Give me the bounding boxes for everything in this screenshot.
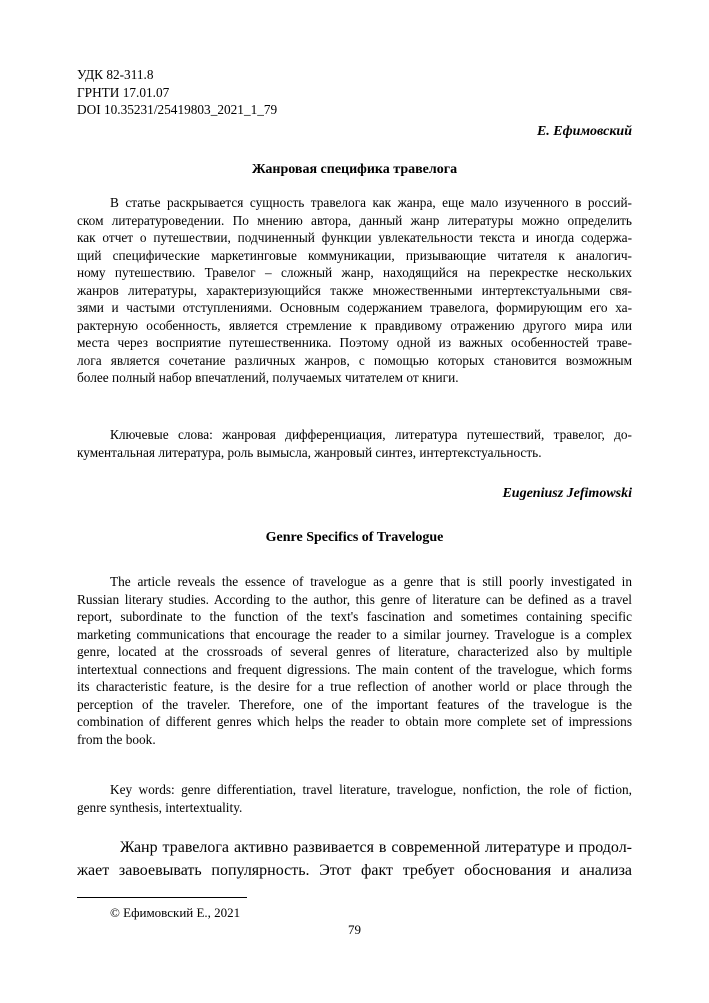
text-line: щий специфические маркетинговые коммуникации, призывающие читателя к аналогич- [77, 247, 632, 263]
text-line: рактерную особенность, является стремление к правдивому отражению другого мира или [77, 317, 632, 333]
copyright-footnote: © Ефимовский Е., 2021 [110, 905, 241, 920]
author-en: Eugeniusz Jefimowski [502, 486, 632, 501]
text-line: The article reveals the essence of travelogue as a genre that is still poorly investigated in [110, 574, 632, 589]
abstract-en [77, 573, 632, 748]
page-number: 79 [348, 922, 361, 937]
abstract-ru [77, 194, 632, 387]
text-line: Key words: genre differentiation, travel literature, travelogue, nonfiction, the role of fiction, [110, 782, 632, 797]
text-line: кументальная литература, роль вымысла, жанровый синтез, интертекстуальность. [77, 444, 542, 460]
udk-code: УДК 82-311.8 [77, 67, 154, 82]
text-line: Russian literary studies. According to the author, this genre of literature can be defined as a travel [77, 591, 632, 607]
text-line: ному путешествию. Травелог – сложный жанр, находящийся на перекрестке нескольких [77, 265, 632, 280]
grnti-code: ГРНТИ 17.01.07 [77, 84, 170, 100]
title-en: Genre Specifics of Travelogue [265, 530, 444, 545]
footnote-rule [77, 897, 247, 898]
body-text [77, 836, 632, 882]
keywords-ru [77, 426, 632, 461]
text-line: В статье раскрывается сущность травелога как жанра, еще мало изученного в россий- [110, 195, 632, 210]
text-line: combination of different genres which helps the reader to obtain more complete set of impressions [77, 714, 632, 729]
title-ru: Жанровая специфика травелога [251, 162, 458, 177]
text-line: intertextual connections and frequent digressions. The main content of the travelogue, which forms [77, 661, 632, 677]
text-line: места через восприятие путешественника. Поэтому одной из важных особенностей траве- [77, 335, 632, 350]
text-line: Ключевые слова: жанровая дифференциация, литература путешествий, травелог, до- [110, 427, 632, 442]
text-line: report, subordinate to the function of the text's fascination and sometimes containing specific [77, 609, 632, 624]
text-line: как отчет о путешествии, подчиненный функции увлекательности текста и иногда содержа- [77, 230, 632, 245]
text-line: Жанр травелога активно развивается в современной литературе и продол- [120, 839, 632, 856]
text-line: лога является сочетание различных жанров, с помощью которых становится возможным [77, 352, 632, 368]
text-line: marketing communications that encourage the reader to a similar journey. Travelogue is a complex [77, 626, 632, 642]
text-line: genre synthesis, intertextuality. [77, 799, 243, 815]
text-line: perception of the traveler. Therefore, one of the important features of the travelogue is the [77, 696, 632, 712]
text-line: from the book. [77, 731, 156, 747]
keywords-en [77, 781, 632, 816]
text-line: its characteristic feature, is the desire for a true reflection of another world or place through the [77, 679, 632, 694]
text-line: жанров литературы, характеризующийся также множественными интертекстуальными свя- [77, 282, 632, 298]
text-line: genre, located at the crossroads of several genres of literature, characterized also by multiple [77, 644, 632, 659]
doi: DOI 10.35231/25419803_2021_1_79 [77, 102, 278, 117]
text-line: жает завоевывать популярность. Этот факт требует обоснования и анализа [77, 862, 632, 879]
text-line: ском литературоведении. По мнению автора, данный жанр литературы можно определить [77, 212, 632, 228]
author-ru: Е. Ефимовский [536, 124, 632, 139]
article-metadata [77, 66, 277, 119]
text-line: более полный набор впечатлений, получаемых читателем от книги. [77, 370, 459, 385]
text-line: зями и частыми отступлениями. Основным содержанием травелога, формирующим его ха- [77, 300, 632, 315]
